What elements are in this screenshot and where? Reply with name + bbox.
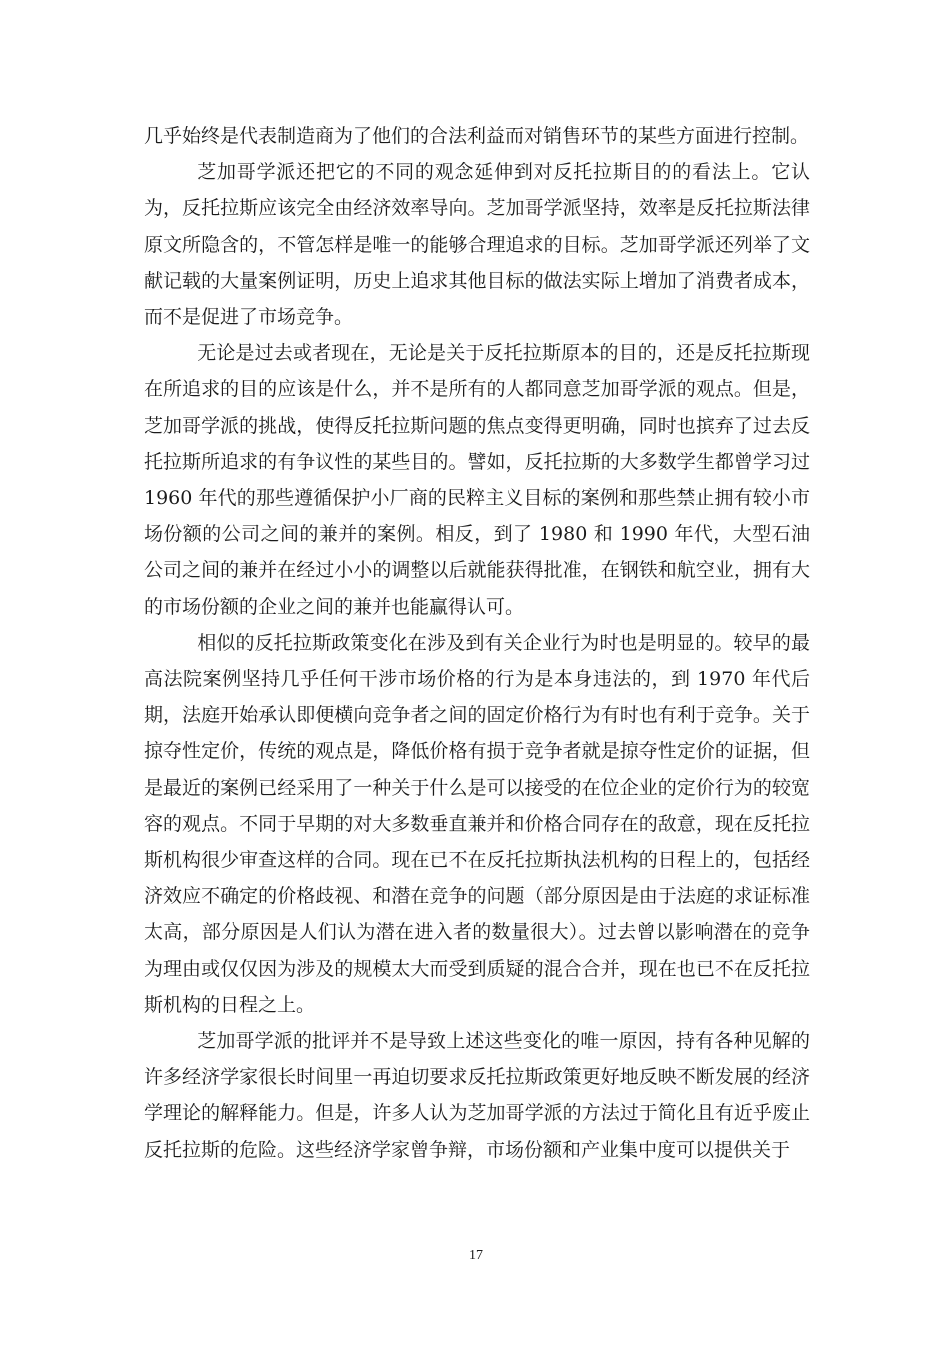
paragraph-chicago-criticism: 芝加哥学派的批评并不是导致上述这些变化的唯一原因，持有各种见解的许多经济学家很长时间里一再迫切要求反托拉斯政策更好地反映不断发展的经济学理论的解释能力。但是，许多人认为芝加哥学派的方法过于简化且有近乎废止反托拉斯的危险。这些经济学家曾争辩，市场份额和产业集中度可以提供关于 — [144, 1030, 810, 1161]
paragraph-policy-changes: 相似的反托拉斯政策变化在涉及到有关企业行为时也是明显的。较早的最高法院案例坚持几乎任何干涉市场价格的行为是本身违法的，到 1970 年代后期，法庭开始承认即便横向竞争者之间的固定价格行为有时也有利于竞争。关于掠夺性定价，传统的观点是，降低价格有损于竞争者就是掠夺性定价的证据，但是最近的案例已经采用了一种关于什么是可以接受的在位企业的定价行为的较宽容的观点。不同于早期的对大多数垂直兼并和价格合同存在的敌意，现在反托拉斯机构很少审查这样的合同。现在已不在反托拉斯执法机构的日程上的，包括经济效应不确定的价格歧视、和潜在竞争的问题（部分原因是由于法庭的求证标准太高，部分原因是人们认为潜在进入者的数量很大）。过去曾以影响潜在的竞争为理由或仅仅因为涉及的规模太大而受到质疑的混合合并，现在也已不在反托拉斯机构的日程之上。 — [144, 631, 810, 1016]
paragraph-chicago-school-goals: 芝加哥学派还把它的不同的观念延伸到对反托拉斯目的的看法上。它认为，反托拉斯应该完全由经济效率导向。芝加哥学派坚持，效率是反托拉斯法律原文所隐含的，不管怎样是唯一的能够合理追求的目标。芝加哥学派还列举了文献记载的大量案例证明，历史上追求其他目标的做法实际上增加了消费者成本，而不是促进了市场竞争。 — [144, 161, 810, 329]
page-number: 17 — [469, 1248, 483, 1263]
document-body — [144, 118, 810, 1168]
paragraph-antitrust-purposes: 无论是过去或者现在，无论是关于反托拉斯原本的目的，还是反托拉斯现在所追求的目的应该是什么，并不是所有的人都同意芝加哥学派的观点。但是，芝加哥学派的挑战，使得反托拉斯问题的焦点变得更明确，同时也摈弃了过去反托拉斯所追求的有争议性的某些目的。譬如，反托拉斯的大多数学生都曾学习过 1960 年代的那些遵循保护小厂商的民粹主义目标的案例和那些禁止拥有较小市场份额的公司之间的兼并的案例。相反，到了 1980 和 1990 年代，大型石油公司之间的兼并在经过小小的调整以后就能获得批准，在钢铁和航空业，拥有大的市场份额的企业之间的兼并也能赢得认可。 — [144, 342, 810, 618]
paragraph-continuation: 几乎始终是代表制造商为了他们的合法利益而对销售环节的某些方面进行控制。 — [144, 125, 810, 147]
